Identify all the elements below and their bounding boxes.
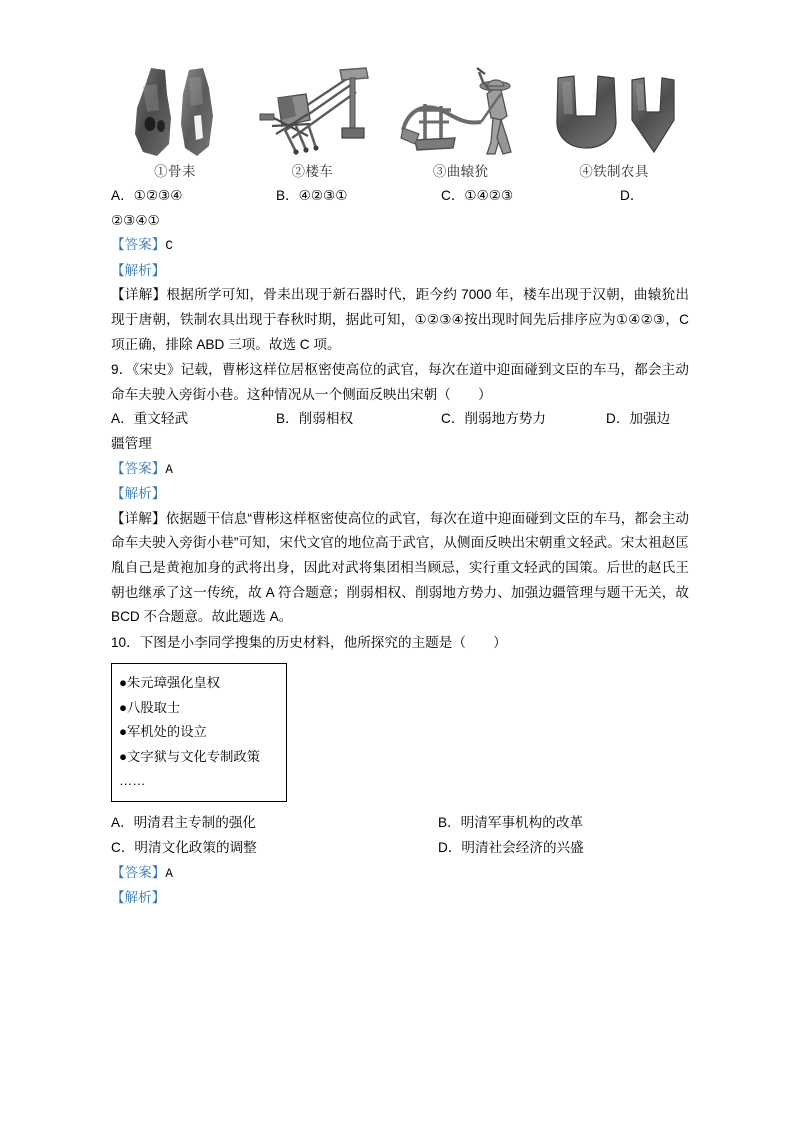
option-d[interactable]: D．加强边 (606, 411, 671, 427)
option-a[interactable]: A．重文轻武 (111, 411, 189, 427)
figure-item (539, 62, 689, 182)
question10-options-row2 (111, 836, 689, 861)
option-d[interactable]: D． (620, 188, 644, 203)
question8-answer-line (111, 233, 689, 259)
seed-drill-icon (252, 64, 372, 158)
material-item: ●八股取士 (119, 699, 181, 715)
figure-caption: ④铁制农具 (579, 164, 649, 179)
question9-stem: 9．《宋史》记载，曹彬这样位居枢密使高位的武官，每次在道中迎面碰到文臣的车马，都会主动命车夫驶入旁街小巷。这种情况从一个侧面反映出宋朝（ ） (111, 362, 689, 402)
question8-detail: 【详解】根据所学可知，骨耒出现于新石器时代，距今约 7000 年，楼车出现于汉朝，曲辕狁出现于唐朝，铁制农具出现于春秋时期，据此可知，①②③④按出现时间先后排序应为①④②③，C 项正确，排除 ABD 三项。故选 C 项。 (111, 287, 689, 352)
figure-image-seed-drill (252, 62, 372, 158)
option-c[interactable]: C．削弱地方势力 (441, 411, 546, 427)
answer-value: A (165, 462, 173, 477)
question8-analysis-line (111, 259, 689, 284)
answer-value: C (165, 239, 173, 254)
question10-answer-line (111, 861, 689, 887)
bone-spade-icon (123, 64, 227, 158)
figure-image-bone-spade (123, 62, 227, 158)
question9-detail: 【详解】依据题干信息“曹彬这样枢密使高位的武官，每次在道中迎面碰到文臣的车马，都会主动命车夫驶入旁街小巷”可知，宋代文官的地位高于武官，从侧面反映出宋朝重文轻武。宋太祖赵匡胤自己是黄袍加身的武将出身，因此对武将集团相当顾忌，实行重文轻武的国策。后世的赵氏王朝也继承了这一传统，故 A 符合题意；削弱相权、削弱地方势力、加强边疆管理与题干无关，故 BCD 不合题意。故此题选 A。 (111, 510, 689, 625)
question9-options-row1 (111, 407, 689, 432)
option-b[interactable]: B．削弱相权 (276, 411, 354, 427)
answer-tag: 【答案】 (111, 237, 166, 253)
figure-image-iron-tools (550, 62, 678, 158)
question10-stem: 10．下图是小李同学搜集的历史材料，他所探究的主题是（ ） (111, 634, 507, 650)
analysis-tag: 【解析】 (111, 486, 166, 502)
figure-item (111, 62, 239, 182)
answer-tag: 【答案】 (111, 864, 166, 880)
question10-options-row1 (111, 811, 689, 836)
option-c[interactable]: C．明清文化政策的调整 (111, 839, 257, 855)
analysis-tag: 【解析】 (111, 890, 166, 906)
option-c[interactable]: C．①④②③ (441, 188, 514, 203)
question9-analysis-line (111, 482, 689, 507)
material-item: ●朱元璋强化皇权 (119, 675, 221, 691)
option-b[interactable]: B．明清军事机构的改革 (438, 815, 584, 831)
question8-options-row1 (111, 184, 689, 209)
material-item: ●军机处的设立 (119, 724, 207, 740)
figure-caption: ①骨耒 (154, 164, 196, 179)
page-content (111, 62, 689, 911)
question9-answer-line (111, 457, 689, 483)
material-box (111, 663, 287, 802)
figure-item (386, 62, 536, 182)
option-b[interactable]: B．④②③① (276, 188, 348, 203)
option-d[interactable]: D．明清社会经济的兴盛 (438, 839, 584, 855)
answer-value: A (165, 866, 173, 881)
figure-item (242, 62, 382, 182)
answer-tag: 【答案】 (111, 460, 166, 476)
curved-beam-plow-icon (397, 64, 525, 158)
material-item-ellipsis: …… (119, 772, 146, 788)
question9-options-row2[interactable]: 疆管理 (111, 435, 152, 451)
question10-analysis-line (111, 886, 689, 911)
iron-farm-tools-icon (550, 64, 678, 158)
figure-caption: ③曲辕狁 (432, 164, 489, 179)
material-item: ●文字狱与文化专制政策 (119, 748, 260, 764)
option-a[interactable]: A．①②③④ (111, 188, 183, 203)
figure-caption: ②楼车 (291, 164, 334, 179)
analysis-tag: 【解析】 (111, 262, 166, 278)
question8-options-row2[interactable]: ②③④① (111, 212, 160, 228)
option-a[interactable]: A．明清君主专制的强化 (111, 815, 257, 831)
figure-image-curved-plow (397, 62, 525, 158)
figure-row (111, 62, 689, 182)
